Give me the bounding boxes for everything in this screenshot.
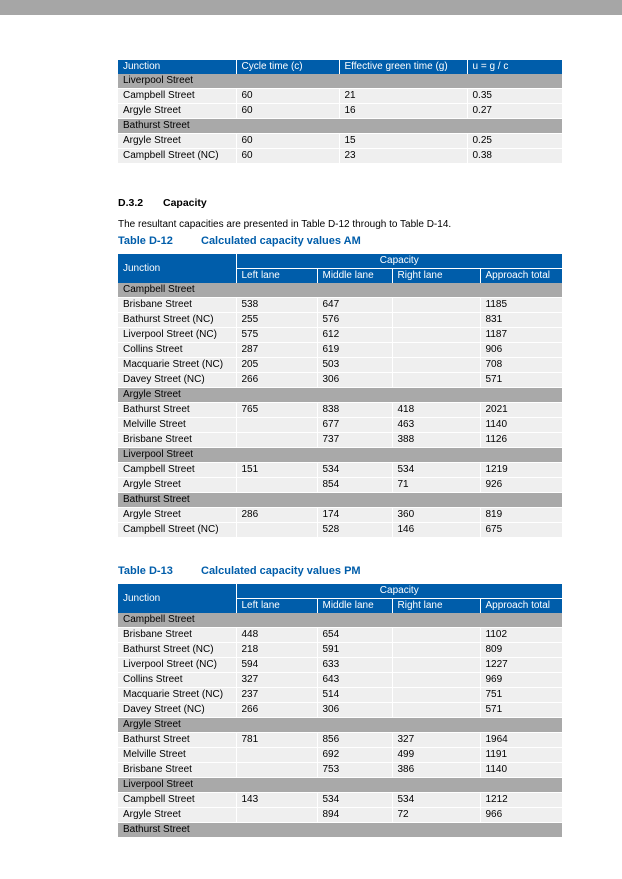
table-row <box>118 658 562 673</box>
table-header-row <box>118 60 562 74</box>
value-cell: 534 <box>392 463 480 478</box>
value-cell: 677 <box>317 418 392 433</box>
value-cell: 60 <box>236 89 339 104</box>
column-header: Cycle time (c) <box>236 60 339 74</box>
value-cell: 503 <box>317 358 392 373</box>
value-cell <box>392 328 480 343</box>
value-cell: 969 <box>480 673 562 688</box>
group-label: Liverpool Street <box>118 778 562 793</box>
column-header: Right lane <box>392 599 480 614</box>
value-cell: 1140 <box>480 418 562 433</box>
table-row <box>118 104 562 119</box>
junction-cell: Argyle Street <box>118 508 236 523</box>
value-cell: 174 <box>317 508 392 523</box>
column-header: Right lane <box>392 269 480 284</box>
value-cell: 831 <box>480 313 562 328</box>
value-cell: 854 <box>317 478 392 493</box>
value-cell: 151 <box>236 463 317 478</box>
document-content <box>118 60 562 838</box>
group-row <box>118 74 562 89</box>
group-label: Campbell Street <box>118 613 562 628</box>
value-cell: 1102 <box>480 628 562 643</box>
value-cell: 692 <box>317 748 392 763</box>
table-body <box>118 74 562 164</box>
page-top-bar <box>0 0 622 15</box>
capacity-header: Capacity <box>236 254 562 269</box>
table-row <box>118 328 562 343</box>
group-row <box>118 388 562 403</box>
value-cell: 2021 <box>480 403 562 418</box>
table-row <box>118 463 562 478</box>
table-row <box>118 418 562 433</box>
value-cell: 619 <box>317 343 392 358</box>
junction-cell: Macquarie Street (NC) <box>118 688 236 703</box>
table-title: Calculated capacity values AM <box>201 235 361 247</box>
junction-cell: Brisbane Street <box>118 763 236 778</box>
value-cell: 1227 <box>480 658 562 673</box>
table-header-row <box>118 254 562 269</box>
value-cell <box>236 763 317 778</box>
table-row <box>118 358 562 373</box>
junction-cell: Davey Street (NC) <box>118 703 236 718</box>
value-cell: 218 <box>236 643 317 658</box>
value-cell: 534 <box>317 463 392 478</box>
value-cell: 0.25 <box>467 134 562 149</box>
value-cell: 255 <box>236 313 317 328</box>
table-row <box>118 478 562 493</box>
table-row <box>118 343 562 358</box>
value-cell <box>392 373 480 388</box>
value-cell: 576 <box>317 313 392 328</box>
group-row <box>118 448 562 463</box>
value-cell: 0.38 <box>467 149 562 164</box>
value-cell: 838 <box>317 403 392 418</box>
intro-paragraph: The resultant capacities are presented in Table D-12 through to Table D-14. <box>118 219 452 230</box>
column-header: Left lane <box>236 269 317 284</box>
column-header: Middle lane <box>317 599 392 614</box>
value-cell: 633 <box>317 658 392 673</box>
table-row <box>118 149 562 164</box>
value-cell: 388 <box>392 433 480 448</box>
junction-cell: Macquarie Street (NC) <box>118 358 236 373</box>
junction-cell: Collins Street <box>118 343 236 358</box>
value-cell <box>236 433 317 448</box>
value-cell: 926 <box>480 478 562 493</box>
table-header-row <box>118 584 562 599</box>
column-header: Middle lane <box>317 269 392 284</box>
junction-cell: Campbell Street <box>118 89 236 104</box>
value-cell: 571 <box>480 703 562 718</box>
value-cell: 0.35 <box>467 89 562 104</box>
value-cell: 386 <box>392 763 480 778</box>
junction-cell: Bathurst Street <box>118 403 236 418</box>
table-row <box>118 313 562 328</box>
value-cell: 327 <box>392 733 480 748</box>
value-cell: 360 <box>392 508 480 523</box>
value-cell: 612 <box>317 328 392 343</box>
group-label: Bathurst Street <box>118 493 562 508</box>
value-cell: 15 <box>339 134 467 149</box>
table-label: Table D-12 <box>118 235 173 247</box>
junction-cell: Campbell Street <box>118 793 236 808</box>
table-label: Table D-13 <box>118 565 173 577</box>
value-cell: 751 <box>480 688 562 703</box>
value-cell: 266 <box>236 703 317 718</box>
table-caption-d12 <box>118 234 562 248</box>
value-cell: 266 <box>236 373 317 388</box>
group-row <box>118 718 562 733</box>
group-row <box>118 493 562 508</box>
group-label: Bathurst Street <box>118 119 562 134</box>
value-cell: 753 <box>317 763 392 778</box>
table-row <box>118 508 562 523</box>
table-row <box>118 643 562 658</box>
junction-cell: Bathurst Street <box>118 733 236 748</box>
junction-cell: Bathurst Street (NC) <box>118 313 236 328</box>
value-cell: 514 <box>317 688 392 703</box>
table-row <box>118 373 562 388</box>
value-cell: 765 <box>236 403 317 418</box>
group-label: Argyle Street <box>118 388 562 403</box>
table-row <box>118 688 562 703</box>
value-cell: 1212 <box>480 793 562 808</box>
section-heading <box>118 196 562 210</box>
table-row <box>118 89 562 104</box>
value-cell: 23 <box>339 149 467 164</box>
junction-cell: Argyle Street <box>118 478 236 493</box>
group-row <box>118 283 562 298</box>
group-label: Liverpool Street <box>118 74 562 89</box>
table-row <box>118 793 562 808</box>
value-cell <box>392 658 480 673</box>
column-header: Approach total <box>480 269 562 284</box>
value-cell: 60 <box>236 149 339 164</box>
table-body <box>118 613 562 838</box>
table-caption-d13 <box>118 564 562 578</box>
junction-cell: Melville Street <box>118 418 236 433</box>
junction-cell: Argyle Street <box>118 808 236 823</box>
value-cell <box>392 673 480 688</box>
group-row <box>118 778 562 793</box>
value-cell: 499 <box>392 748 480 763</box>
value-cell <box>236 418 317 433</box>
value-cell: 966 <box>480 808 562 823</box>
value-cell <box>236 748 317 763</box>
value-cell: 418 <box>392 403 480 418</box>
cycle-time-table <box>118 60 562 164</box>
value-cell: 643 <box>317 673 392 688</box>
value-cell <box>392 703 480 718</box>
value-cell <box>392 688 480 703</box>
value-cell: 287 <box>236 343 317 358</box>
junction-header: Junction <box>118 254 236 283</box>
group-label: Bathurst Street <box>118 823 562 838</box>
value-cell: 708 <box>480 358 562 373</box>
value-cell: 575 <box>236 328 317 343</box>
value-cell <box>236 808 317 823</box>
value-cell: 1187 <box>480 328 562 343</box>
value-cell: 594 <box>236 658 317 673</box>
value-cell: 60 <box>236 104 339 119</box>
value-cell: 306 <box>317 373 392 388</box>
value-cell: 654 <box>317 628 392 643</box>
value-cell: 528 <box>317 523 392 538</box>
value-cell <box>236 478 317 493</box>
value-cell: 647 <box>317 298 392 313</box>
value-cell: 1191 <box>480 748 562 763</box>
group-label: Campbell Street <box>118 283 562 298</box>
table-row <box>118 628 562 643</box>
value-cell: 906 <box>480 343 562 358</box>
value-cell <box>392 628 480 643</box>
table-row <box>118 523 562 538</box>
value-cell: 1140 <box>480 763 562 778</box>
value-cell <box>236 523 317 538</box>
value-cell: 856 <box>317 733 392 748</box>
table-title: Calculated capacity values PM <box>201 565 361 577</box>
value-cell: 534 <box>317 793 392 808</box>
value-cell: 143 <box>236 793 317 808</box>
value-cell: 286 <box>236 508 317 523</box>
value-cell: 819 <box>480 508 562 523</box>
table-row <box>118 733 562 748</box>
table-row <box>118 134 562 149</box>
column-header: Effective green time (g) <box>339 60 467 74</box>
value-cell: 1219 <box>480 463 562 478</box>
junction-cell: Bathurst Street (NC) <box>118 643 236 658</box>
value-cell: 571 <box>480 373 562 388</box>
value-cell <box>392 358 480 373</box>
value-cell: 675 <box>480 523 562 538</box>
table-row <box>118 403 562 418</box>
junction-cell: Davey Street (NC) <box>118 373 236 388</box>
junction-cell: Brisbane Street <box>118 298 236 313</box>
section-number: D.3.2 <box>118 197 144 209</box>
value-cell: 306 <box>317 703 392 718</box>
capacity-header: Capacity <box>236 584 562 599</box>
table-row <box>118 703 562 718</box>
junction-cell: Campbell Street <box>118 463 236 478</box>
table-row <box>118 433 562 448</box>
value-cell: 60 <box>236 134 339 149</box>
group-label: Argyle Street <box>118 718 562 733</box>
value-cell: 327 <box>236 673 317 688</box>
column-header: Approach total <box>480 599 562 614</box>
junction-header: Junction <box>118 584 236 613</box>
value-cell: 205 <box>236 358 317 373</box>
junction-cell: Brisbane Street <box>118 433 236 448</box>
table-row <box>118 748 562 763</box>
capacity-am-table <box>118 254 562 538</box>
value-cell <box>392 313 480 328</box>
value-cell: 146 <box>392 523 480 538</box>
group-row <box>118 613 562 628</box>
value-cell: 591 <box>317 643 392 658</box>
value-cell: 72 <box>392 808 480 823</box>
value-cell: 781 <box>236 733 317 748</box>
group-label: Liverpool Street <box>118 448 562 463</box>
junction-cell: Campbell Street (NC) <box>118 523 236 538</box>
value-cell <box>392 643 480 658</box>
junction-cell: Liverpool Street (NC) <box>118 328 236 343</box>
column-header: Left lane <box>236 599 317 614</box>
value-cell: 538 <box>236 298 317 313</box>
value-cell: 71 <box>392 478 480 493</box>
value-cell: 448 <box>236 628 317 643</box>
junction-cell: Argyle Street <box>118 134 236 149</box>
value-cell: 16 <box>339 104 467 119</box>
capacity-pm-table <box>118 584 562 838</box>
table-row <box>118 673 562 688</box>
group-row <box>118 119 562 134</box>
value-cell <box>392 298 480 313</box>
column-header: Junction <box>118 60 236 74</box>
value-cell: 1185 <box>480 298 562 313</box>
table-row <box>118 763 562 778</box>
junction-cell: Liverpool Street (NC) <box>118 658 236 673</box>
value-cell: 0.27 <box>467 104 562 119</box>
junction-cell: Brisbane Street <box>118 628 236 643</box>
value-cell: 809 <box>480 643 562 658</box>
value-cell: 737 <box>317 433 392 448</box>
section-title: Capacity <box>163 197 207 209</box>
value-cell: 894 <box>317 808 392 823</box>
table-row <box>118 808 562 823</box>
junction-cell: Campbell Street (NC) <box>118 149 236 164</box>
value-cell: 463 <box>392 418 480 433</box>
value-cell: 237 <box>236 688 317 703</box>
junction-cell: Melville Street <box>118 748 236 763</box>
value-cell: 1126 <box>480 433 562 448</box>
value-cell <box>392 343 480 358</box>
value-cell: 534 <box>392 793 480 808</box>
junction-cell: Collins Street <box>118 673 236 688</box>
column-header: u = g / c <box>467 60 562 74</box>
table-row <box>118 298 562 313</box>
value-cell: 1964 <box>480 733 562 748</box>
junction-cell: Argyle Street <box>118 104 236 119</box>
group-row <box>118 823 562 838</box>
value-cell: 21 <box>339 89 467 104</box>
table-body <box>118 283 562 538</box>
